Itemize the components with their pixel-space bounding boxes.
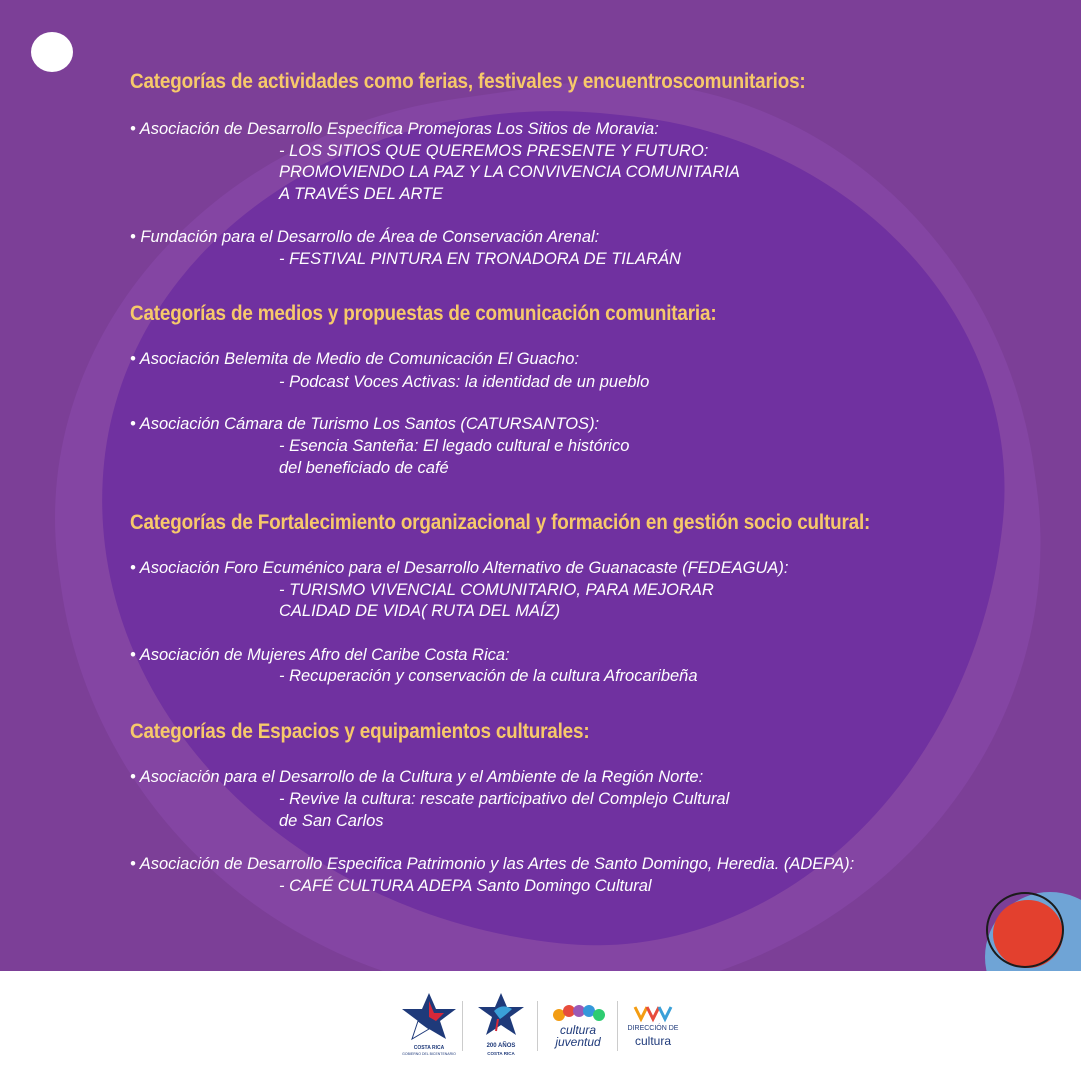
bicentenario-logo	[472, 991, 530, 1071]
section-heading: Categorías de Espacios y equipamientos culturales:	[130, 720, 590, 743]
organization-name: • Asociación Belemita de Medio de Comunicación El Guacho:	[130, 350, 580, 368]
organization-name: • Asociación para el Desarrollo de la Cultura y el Ambiente de la Región Norte:	[130, 768, 704, 786]
people-icon	[625, 1003, 681, 1023]
project-line: - Podcast Voces Activas: la identidad de un pueblo	[279, 373, 650, 391]
project-line: - Recuperación y conservación de la cultura Afrocaribeña	[279, 667, 698, 685]
logo-caption: GOBIERNO DEL BICENTENARIO	[402, 1052, 456, 1056]
white-dot-decoration	[31, 32, 73, 72]
section-heading: Categorías de Fortalecimiento organizacional y formación en gestión socio cultural:	[130, 511, 871, 534]
project-line: - FESTIVAL PINTURA EN TRONADORA DE TILARÁN	[279, 250, 681, 268]
ministry-flower-icon	[545, 1003, 611, 1023]
footer-logos	[0, 971, 1081, 1081]
divider	[537, 1001, 538, 1051]
cultura-juventud-logo	[545, 1003, 611, 1053]
divider	[462, 1001, 463, 1051]
organization-name: • Asociación Cámara de Turismo Los Santos (CATURSANTOS):	[130, 415, 600, 433]
gobierno-logo	[398, 991, 460, 1071]
logo-caption: DIRECCIÓN DE	[627, 1025, 679, 1032]
project-line: - Esencia Santeña: El legado cultural e histórico	[279, 437, 630, 455]
logo-caption: juventud	[555, 1035, 601, 1049]
project-line: - CAFÉ CULTURA ADEPA Santo Domingo Cultural	[279, 877, 652, 895]
project-line: A TRAVÉS DEL ARTE	[279, 185, 444, 203]
project-line: del beneficiado de café	[279, 459, 449, 477]
project-line: - Revive la cultura: rescate participativo del Complejo Cultural	[279, 790, 730, 808]
project-line: - TURISMO VIVENCIAL COMUNITARIO, PARA MEJORAR	[279, 581, 714, 599]
project-line: de San Carlos	[279, 812, 384, 830]
logo-caption: 200 AÑOS	[486, 1043, 516, 1049]
direccion-cultura-logo	[625, 1003, 681, 1053]
logo-caption: COSTA RICA	[413, 1045, 445, 1051]
organization-name: • Asociación de Desarrollo Especifica Patrimonio y las Artes de Santo Domingo, Heredia. (ADEPA):	[130, 855, 855, 873]
project-line: PROMOVIENDO LA PAZ Y LA CONVIVENCIA COMUNITARIA	[279, 163, 740, 181]
black-ring-decoration	[986, 892, 1064, 968]
project-line: CALIDAD DE VIDA( RUTA DEL MAÍZ)	[279, 602, 561, 620]
logo-caption: cultura	[634, 1034, 672, 1048]
section-heading: Categorías de medios y propuestas de comunicación comunitaria:	[130, 302, 717, 325]
project-line: - LOS SITIOS QUE QUEREMOS PRESENTE Y FUTURO:	[279, 142, 709, 160]
logo-caption: cultura	[559, 1023, 597, 1037]
logo-caption: COSTA RICA	[487, 1051, 515, 1056]
hummingbird-icon	[472, 991, 530, 1041]
divider	[617, 1001, 618, 1051]
organization-name: • Asociación de Desarrollo Específica Promejoras Los Sitios de Moravia:	[130, 120, 659, 138]
section-heading: Categorías de actividades como ferias, festivales y encuentroscomunitarios:	[130, 70, 806, 93]
organization-name: • Asociación de Mujeres Afro del Caribe Costa Rica:	[130, 646, 510, 664]
organization-name: • Asociación Foro Ecuménico para el Desarrollo Alternativo de Guanacaste (FEDEAGUA):	[130, 559, 789, 577]
organization-name: • Fundación para el Desarrollo de Área de Conservación Arenal:	[130, 228, 600, 246]
star-icon	[398, 991, 460, 1043]
